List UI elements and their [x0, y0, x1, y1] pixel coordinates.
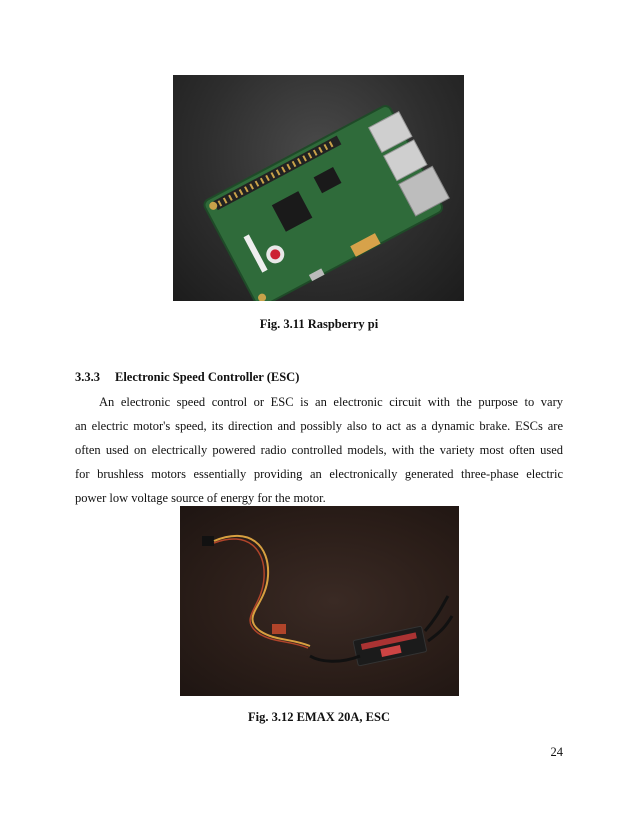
- paragraph-line: often used on electrically powered radio controlled models, with the variety most often used: [75, 443, 563, 457]
- paragraph-line: for brushless motors essentially providing an electronically generated three-phase electric: [75, 467, 563, 481]
- paragraph-line: an electric motor's speed, its direction and possibly also to act as a dynamic brake. ESCs are: [75, 419, 563, 433]
- body-paragraph: [75, 390, 563, 510]
- page-number: 24: [550, 745, 563, 759]
- paragraph-line: power low voltage source of energy for the motor.: [75, 491, 326, 505]
- section-number: 3.3.3: [75, 370, 100, 384]
- paragraph-line: An electronic speed control or ESC is an electronic circuit with the purpose to vary: [99, 395, 563, 409]
- raspberry-pi-photo: [173, 75, 464, 301]
- section-title: Electronic Speed Controller (ESC): [115, 370, 300, 384]
- figure-caption-esc: Fig. 3.12 EMAX 20A, ESC: [247, 710, 391, 724]
- section-heading: [75, 370, 299, 385]
- esc-photo: [180, 506, 459, 696]
- figure-caption-raspberry-pi: Fig. 3.11 Raspberry pi: [259, 317, 379, 331]
